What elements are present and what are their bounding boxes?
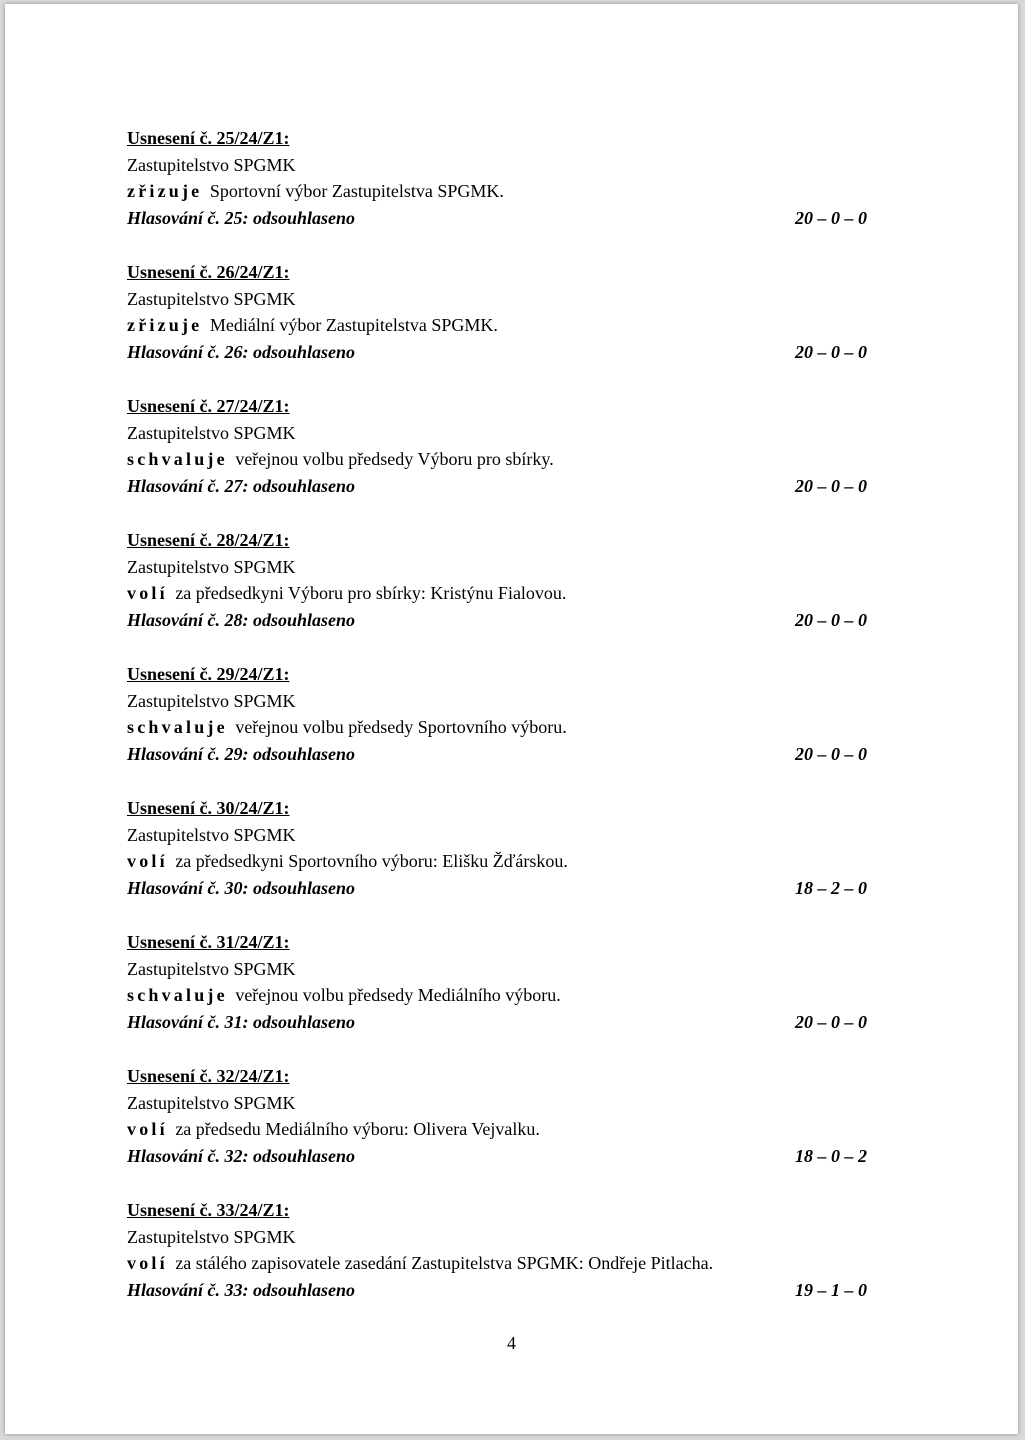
vote-result: 20 – 0 – 0	[795, 743, 867, 764]
vote-line	[127, 607, 867, 634]
vote-line	[127, 473, 867, 500]
resolution-text: za předsedkyni Sportovního výboru: Elišku Žďárskou.	[175, 851, 568, 872]
resolution-verb: schvaluje	[127, 449, 228, 470]
resolution-item	[127, 795, 867, 929]
vote-result: 20 – 0 – 0	[795, 475, 867, 496]
resolution-statement	[127, 1250, 867, 1277]
vote-line	[127, 741, 867, 768]
resolution-text: Sportovní výbor Zastupitelstva SPGMK.	[209, 181, 504, 202]
resolution-body: Zastupitelstvo SPGMK	[127, 556, 296, 577]
resolution-verb: volí	[127, 851, 168, 872]
resolution-item	[127, 661, 867, 795]
resolution-item	[127, 527, 867, 661]
resolution-item	[127, 259, 867, 393]
vote-line	[127, 1277, 867, 1304]
resolution-title: Usnesení č. 27/24/Z1:	[127, 396, 290, 416]
resolution-statement	[127, 1116, 867, 1143]
resolution-title: Usnesení č. 32/24/Z1:	[127, 1066, 290, 1086]
resolution-body: Zastupitelstvo SPGMK	[127, 1226, 296, 1247]
resolution-title: Usnesení č. 28/24/Z1:	[127, 530, 290, 550]
vote-line	[127, 875, 867, 902]
resolution-body: Zastupitelstvo SPGMK	[127, 690, 296, 711]
resolution-body: Zastupitelstvo SPGMK	[127, 288, 296, 309]
vote-label: Hlasování č. 31: odsouhlaseno	[127, 1011, 356, 1032]
vote-result: 20 – 0 – 0	[795, 341, 867, 362]
resolution-body: Zastupitelstvo SPGMK	[127, 154, 296, 175]
resolution-verb: volí	[127, 1119, 168, 1140]
vote-label: Hlasování č. 29: odsouhlaseno	[127, 743, 356, 764]
resolution-title: Usnesení č. 30/24/Z1:	[127, 798, 290, 818]
resolution-item	[127, 393, 867, 527]
resolution-item	[127, 1197, 867, 1331]
vote-line	[127, 339, 867, 366]
resolution-item	[127, 1063, 867, 1197]
resolution-title: Usnesení č. 29/24/Z1:	[127, 664, 290, 684]
resolution-text: za předsedu Mediálního výboru: Olivera Vejvalku.	[175, 1119, 540, 1140]
resolution-body: Zastupitelstvo SPGMK	[127, 1092, 296, 1113]
vote-label: Hlasování č. 28: odsouhlaseno	[127, 609, 356, 630]
resolution-statement	[127, 848, 867, 875]
vote-label: Hlasování č. 33: odsouhlaseno	[127, 1279, 356, 1300]
vote-label: Hlasování č. 26: odsouhlaseno	[127, 341, 356, 362]
resolution-verb: schvaluje	[127, 985, 228, 1006]
resolution-statement	[127, 982, 867, 1009]
resolution-title: Usnesení č. 26/24/Z1:	[127, 262, 290, 282]
resolution-title: Usnesení č. 25/24/Z1:	[127, 128, 290, 148]
resolution-item	[127, 929, 867, 1063]
resolution-text: veřejnou volbu předsedy Sportovního výboru.	[235, 717, 567, 738]
resolution-title: Usnesení č. 31/24/Z1:	[127, 932, 290, 952]
resolution-text: za stálého zapisovatele zasedání Zastupitelstva SPGMK: Ondřeje Pitlacha.	[175, 1253, 714, 1274]
resolution-statement	[127, 312, 867, 339]
resolution-statement	[127, 714, 867, 741]
resolution-statement	[127, 178, 867, 205]
resolution-statement	[127, 446, 867, 473]
vote-label: Hlasování č. 30: odsouhlaseno	[127, 877, 356, 898]
resolution-verb: volí	[127, 583, 168, 604]
resolutions-list	[127, 125, 867, 1331]
vote-result: 20 – 0 – 0	[795, 1011, 867, 1032]
resolution-verb: volí	[127, 1253, 168, 1274]
resolution-verb: zřizuje	[127, 181, 203, 202]
vote-label: Hlasování č. 25: odsouhlaseno	[127, 207, 356, 228]
resolution-text: Mediální výbor Zastupitelstva SPGMK.	[209, 315, 498, 336]
resolution-text: veřejnou volbu předsedy Mediálního výboru.	[235, 985, 561, 1006]
document-page	[5, 4, 1018, 1434]
vote-line	[127, 1009, 867, 1036]
resolution-body: Zastupitelstvo SPGMK	[127, 422, 296, 443]
vote-result: 20 – 0 – 0	[795, 207, 867, 228]
vote-line	[127, 205, 867, 232]
resolution-body: Zastupitelstvo SPGMK	[127, 824, 296, 845]
vote-label: Hlasování č. 32: odsouhlaseno	[127, 1145, 356, 1166]
vote-result: 20 – 0 – 0	[795, 609, 867, 630]
resolution-title: Usnesení č. 33/24/Z1:	[127, 1200, 290, 1220]
vote-label: Hlasování č. 27: odsouhlaseno	[127, 475, 356, 496]
resolution-text: za předsedkyni Výboru pro sbírky: Kristýnu Fialovou.	[175, 583, 567, 604]
resolution-statement	[127, 580, 867, 607]
resolution-verb: schvaluje	[127, 717, 228, 738]
vote-result: 18 – 2 – 0	[795, 877, 867, 898]
page-number: 4	[507, 1333, 516, 1353]
vote-result: 19 – 1 – 0	[795, 1279, 867, 1300]
resolution-text: veřejnou volbu předsedy Výboru pro sbírky.	[235, 449, 554, 470]
resolution-verb: zřizuje	[127, 315, 203, 336]
resolution-body: Zastupitelstvo SPGMK	[127, 958, 296, 979]
vote-line	[127, 1143, 867, 1170]
vote-result: 18 – 0 – 2	[795, 1145, 867, 1166]
resolution-item	[127, 125, 867, 259]
